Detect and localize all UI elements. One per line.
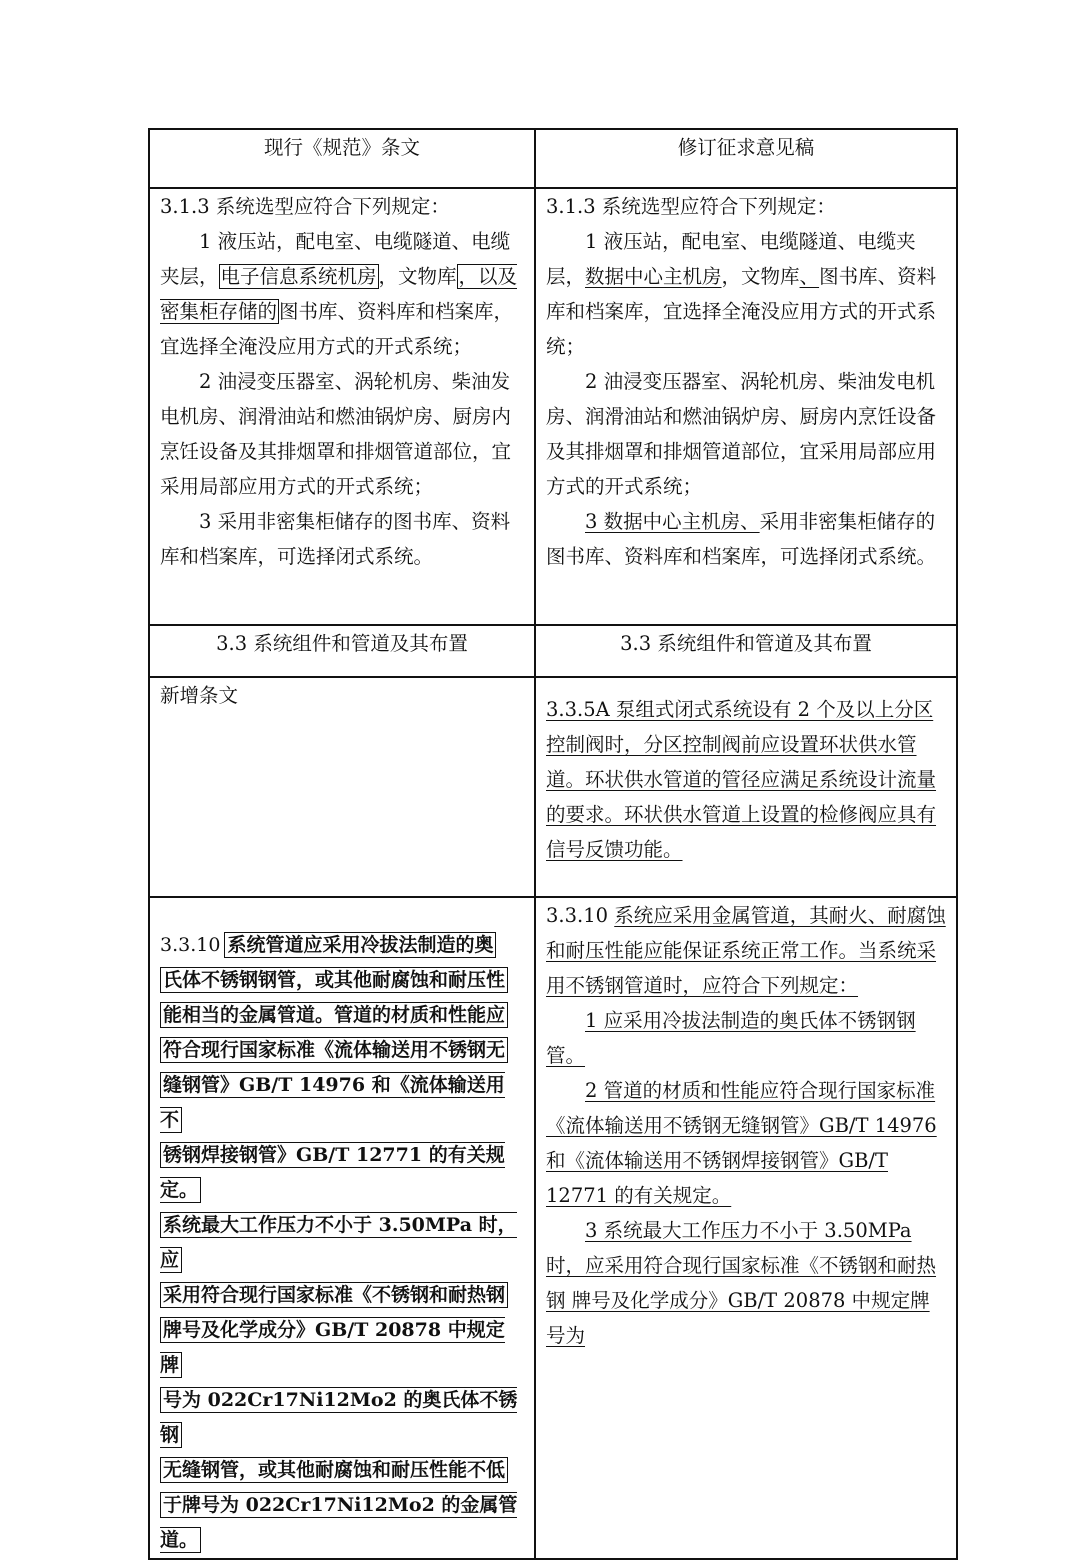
section-heading-current: 3.3 系统组件和管道及其布置 [149,625,535,677]
clause-item-2: 2 管道的材质和性能应符合现行国家标准《流体输送用不锈钢无缝钢管》GB/T 14976 和《流体输送用不锈钢焊接钢管》GB/T 12771 的有关规定。 [546,1079,937,1207]
header-revision-draft: 修订征求意见稿 [535,129,957,188]
underlined-text: 系统应采用金属管道，其耐火、耐腐蚀和耐压性能应能保证系统正常工作。当系统采用不锈钢管道时，应符合下列规定： [546,904,946,997]
clause-intro [546,898,946,1003]
clause-3-3-10-current [149,897,535,1559]
boxed-line: 采用符合现行国家标准《不锈钢和耐热钢 [160,1282,508,1308]
boxed-line: 于牌号为 022Cr17Ni12Mo2 的金属管道。 [160,1494,518,1551]
boxed-line: 无缝钢管，或其他耐腐蚀和耐压性能不低 [160,1457,508,1483]
new-clause-note: 新增条文 [149,677,535,897]
table-row [149,897,957,1559]
boxed-line: 符合现行国家标准《流体输送用不锈钢无 [160,1037,508,1063]
clause-item-1: 1 应采用冷拔法制造的奥氏体不锈钢钢管。 [546,1009,916,1067]
clause-3-1-3-revised [535,188,957,625]
item-text: 1 液压站，配电室、电缆隧道、电缆夹层， [546,230,916,288]
clause-item-3: 3 系统最大工作压力不小于 3.50MPa 时，应采用符合现行国家标准《不锈钢和耐热钢 牌号及化学成分》GB/T 20878 中规定牌号为 [546,1219,937,1347]
underlined-text: 数据中心主机房 [585,265,722,288]
boxed-line: 系统最大工作压力不小于 3.50MPa 时，应 [160,1214,517,1271]
table-row [149,625,957,677]
underlined-text: 3.3.5A 泵组式闭式系统设有 2 个及以上分区控制阀时，分区控制阀前应设置环状供水管道。环状供水管道的管径应满足系统设计流量的要求。环状供水管道上设置的检修阀应具有信号反馈功能。 [546,698,937,861]
clause-item-1 [546,224,946,364]
clause-3-1-3-current [149,188,535,625]
boxed-text: 电子信息系统机房 [220,265,377,288]
clause-number: 3.3.10 [160,934,221,956]
item-text: 图书库、资料库和档案库，宜选择全淹没应用方式的开式系统； [160,300,514,358]
boxed-line: 缝钢管》GB/T 14976 和《流体输送用不 [160,1074,505,1131]
section-heading-revised: 3.3 系统组件和管道及其布置 [535,625,957,677]
table-header-row [149,129,957,188]
clause-item-2: 2 油浸变压器室、涡轮机房、柴油发电机房、润滑油站和燃油锅炉房、厨房内烹饪设备及其排烟罩和排烟管道部位，宜采用局部应用方式的开式系统； [160,370,512,498]
clause-title: 3.1.3 系统选型应符合下列规定： [160,195,450,218]
item-text: ，文物库 [378,265,457,288]
item-text: 图书库、资料库和档案库，宜选择全淹没应用方式的开式系统； [546,265,937,358]
clause-item-2: 2 油浸变压器室、涡轮机房、柴油发电机房、润滑油站和燃油锅炉房、厨房内烹饪设备及其排烟罩和排烟管道部位，宜采用局部应用方式的开式系统； [546,370,937,498]
clause-3-3-5a-revised [535,677,957,897]
table-row [149,188,957,625]
table-row [149,677,957,897]
boxed-line: 号为 022Cr17Ni12Mo2 的奥氏体不锈钢 [160,1389,518,1446]
comparison-table [148,128,958,1560]
boxed-line: 牌号及化学成分》GB/T 20878 中规定牌 [160,1319,505,1376]
item-text: 采用非密集柜储存的图书库、资料库和档案库，可选择闭式系统。 [546,510,937,568]
item-text: 1 液压站，配电室、电缆隧道、电缆夹层， [160,230,511,288]
item-text: ，文物库 [721,265,800,288]
header-current-clause: 现行《规范》条文 [149,129,535,188]
clause-item-3 [546,504,946,574]
boxed-bold-clause [160,898,524,1558]
clause-item-3: 3 采用非密集柜储存的图书库、资料库和档案库，可选择闭式系统。 [160,510,511,568]
underlined-text: 3 数据中心主机房、 [585,510,760,533]
clause-title: 3.1.3 系统选型应符合下列规定： [546,195,836,218]
boxed-line: 锈钢焊接钢管》GB/T 12771 的有关规定。 [160,1144,505,1201]
underlined-text: 、 [799,265,820,288]
boxed-line: 能相当的金属管道。管道的材质和性能应 [160,1002,508,1028]
boxed-line: 氏体不锈钢钢管，或其他耐腐蚀和耐压性 [160,967,508,993]
clause-item-1 [160,224,524,364]
boxed-text: ，以及密集柜存储的 [160,265,518,323]
clause-3-3-10-revised [535,897,957,1559]
boxed-line: 系统管道应采用冷拔法制造的奥 [224,932,496,958]
clause-number: 3.3.10 [546,904,615,927]
